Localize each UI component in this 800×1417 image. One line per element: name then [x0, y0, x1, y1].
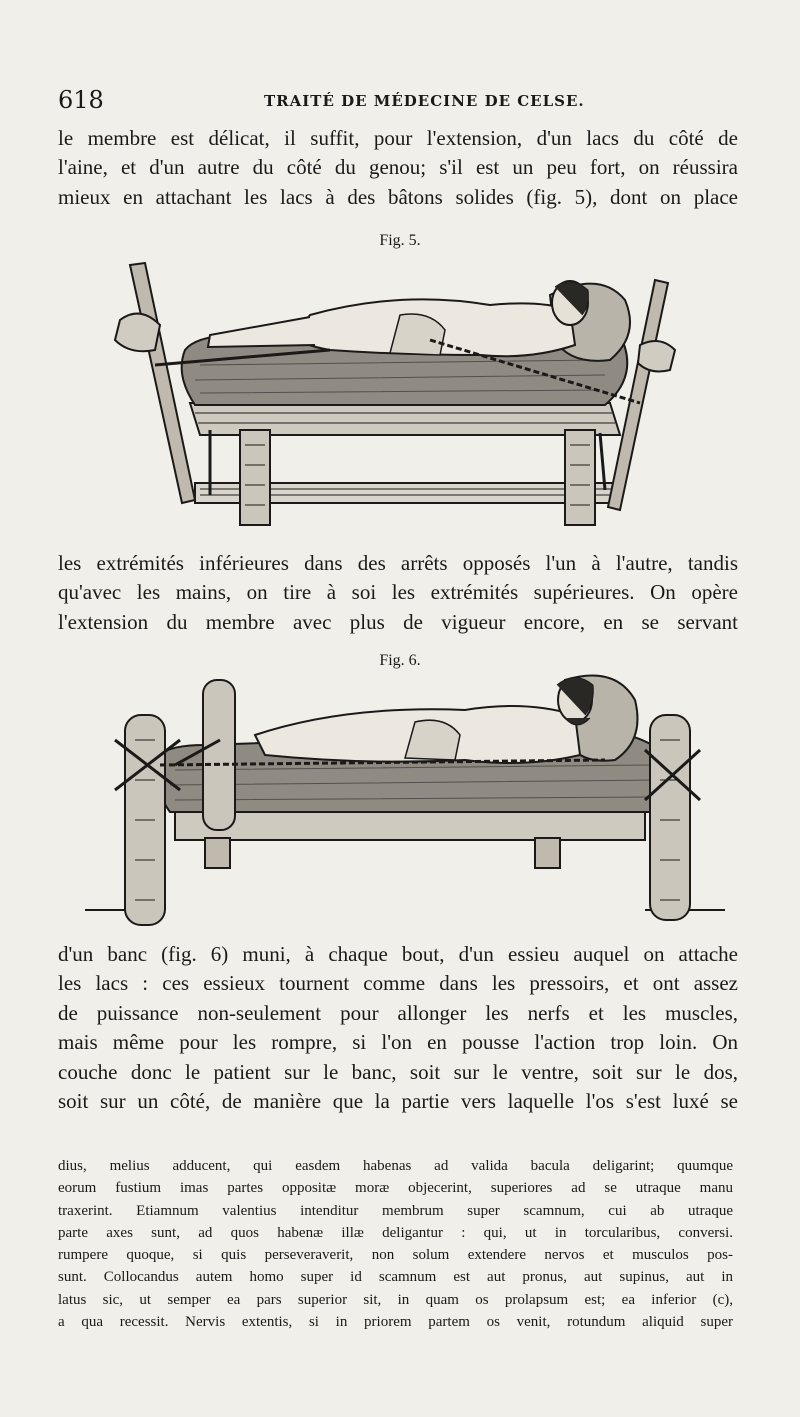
text-line: sunt. Collocandus autem homo super id scamnum est aut pronus, aut supinus, aut in: [58, 1269, 733, 1286]
text-line: couche donc le patient sur le banc, soit sur le ventre, soit sur le dos,: [58, 1059, 738, 1084]
figure-5-caption: Fig. 5.: [379, 232, 421, 249]
text-line: a qua recessit. Nervis extentis, si in priorem partem os venit, rotundum aliquid super: [58, 1314, 733, 1331]
text-line: rumpere quoque, si quis perseveraverit, non solum extendere nervos et musculos pos-: [58, 1247, 733, 1264]
text-line: dius, melius adducent, qui easdem habenas ad valida bacula deligarint; quumque: [58, 1158, 733, 1174]
text-line: de puissance non-seulement pour allonger les nerfs et les muscles,: [58, 1000, 738, 1025]
page-number: 618: [58, 86, 104, 114]
text-line: le membre est délicat, il suffit, pour l'extension, d'un lacs du côté de: [58, 126, 738, 150]
text-line: soit sur un côté, de manière que la partie vers laquelle l'os s'est luxé se: [58, 1088, 738, 1113]
text-line: latus sic, ut semper ea pars superior sit, in quam os prolapsum est; ea inferior (c),: [58, 1291, 733, 1308]
text-line: eorum fustium imas partes oppositæ moræ objecerint, superiores ad se utraque manu: [58, 1180, 733, 1197]
figure-6-illustration: [85, 660, 725, 930]
paragraph-1: [58, 124, 738, 212]
paragraph-3: [58, 940, 738, 1116]
figure-5-illustration: [100, 255, 700, 535]
figure-5-drawing: [100, 255, 700, 535]
text-line: les lacs : ces essieux tournent comme dans les pressoirs, et ont assez: [58, 971, 738, 996]
text-line: qu'avec les mains, on tire à soi les extrémités supérieures. On opère: [58, 580, 738, 605]
page-header: [58, 86, 748, 116]
text-line: l'extension du membre avec plus de vigueur encore, en se servant: [58, 609, 738, 634]
text-line: d'un banc (fig. 6) muni, à chaque bout, d'un essieu auquel on attache: [58, 942, 738, 966]
text-line: mais même pour les rompre, si l'on en pousse l'action trop loin. On: [58, 1030, 738, 1055]
running-head: TRAITÉ DE MÉDECINE DE CELSE.: [264, 92, 585, 110]
latin-footnote: [58, 1155, 733, 1333]
figure-6-caption: Fig. 6.: [379, 652, 421, 669]
figure-6-drawing: [85, 660, 725, 930]
text-line: l'aine, et d'un autre du côté du genou; s'il est un peu fort, on réussira: [58, 155, 738, 180]
paragraph-2: [58, 549, 738, 637]
text-line: mieux en attachant les lacs à des bâtons solides (fig. 5), dont on place: [58, 184, 738, 209]
text-line: parte axes sunt, ad quos habenæ illæ deligantur : qui, ut in torcularibus, conversi.: [58, 1224, 733, 1241]
text-line: les extrémités inférieures dans des arrêts opposés l'un à l'autre, tandis: [58, 551, 738, 575]
text-line: traxerint. Etiamnum valentius intenditur membrum super scamnum, cui ab utraque: [58, 1202, 733, 1219]
